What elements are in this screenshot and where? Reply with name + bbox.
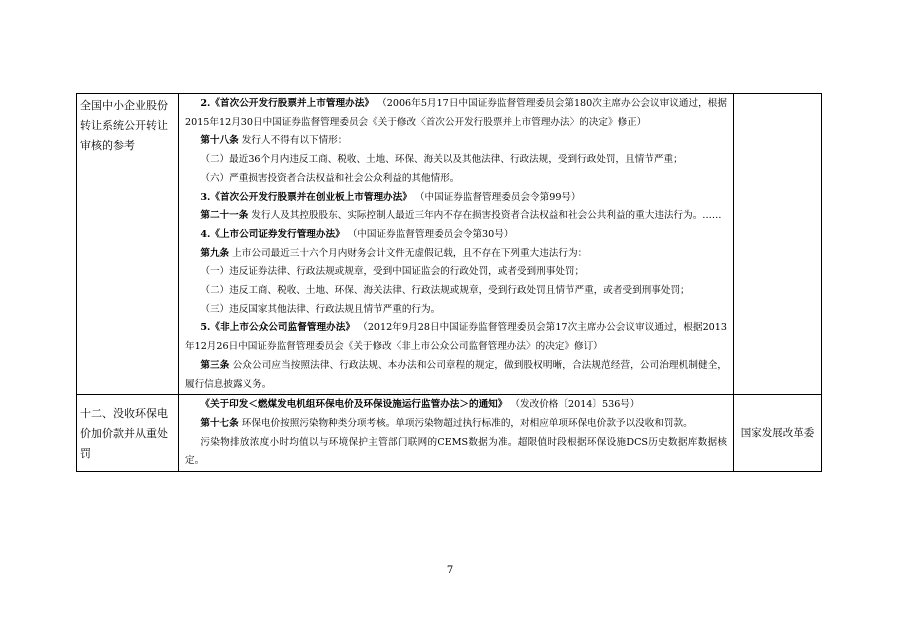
department-cell xyxy=(734,395,822,472)
paragraph-text: （六）严重损害投资者合法权益和社会公众利益的其他情形。 xyxy=(200,172,460,184)
paragraph xyxy=(185,245,727,264)
paragraph xyxy=(185,189,727,208)
paragraph-text: 环保电价按照污染物种类分项考核。单项污染物超过执行标准的，对相应单项环保电价款予以没收和罚款。 xyxy=(241,417,693,429)
paragraph-heading: 3.《首次公开发行股票并在创业板上市管理办法》 xyxy=(200,191,412,203)
department-text: 国家发展改革委 xyxy=(740,427,815,440)
paragraph xyxy=(185,282,727,301)
category-cell xyxy=(77,395,179,472)
paragraph xyxy=(185,434,727,471)
table-row-environmental-penalty xyxy=(77,395,822,472)
paragraph xyxy=(185,95,727,132)
basis-cell xyxy=(179,94,734,395)
paragraph-heading: 第十八条 xyxy=(200,135,239,147)
paragraph-text: （中国证券监督管理委员会令第99号） xyxy=(414,191,581,203)
paragraph xyxy=(185,207,727,226)
paragraph-heading: 5.《非上市公众公司监督管理办法》 xyxy=(200,322,356,334)
page-number: 7 xyxy=(446,565,454,576)
paragraph-heading: 第三条 xyxy=(200,359,230,371)
paragraph-heading: 《关于印发＜燃煤发电机组环保电价及环保设施运行监管办法＞的通知》 xyxy=(200,399,508,411)
paragraph xyxy=(185,319,727,356)
paragraph xyxy=(185,396,727,415)
document-table xyxy=(76,93,822,472)
basis-cell xyxy=(179,395,734,472)
paragraph-heading: 2.《首次公开发行股票并上市管理办法》 xyxy=(200,98,375,109)
paragraph-text: 发行人不得有以下情形： xyxy=(241,135,348,147)
paragraph xyxy=(185,151,727,170)
paragraph-text: （二）违反工商、税收、土地、环保、海关法律、行政法规或规章，受到行政处罚且情节严重，或者受到刑事处罚； xyxy=(200,285,690,297)
paragraph-text: （2012年9月28日中国证券监督管理委员会第17次主席办公会议审议通过，根据2013年12月26日中国证券监督管理委员会《关于修改〈非上市公众公司监督管理办法〉的决定》修订） xyxy=(185,322,727,353)
paragraph xyxy=(185,415,727,434)
paragraph-text: （发改价格〔2014〕536号） xyxy=(510,399,640,411)
paragraph-text: （一）违反证券法律、行政法规或规章，受到中国证监会的行政处罚，或者受到刑事处罚； xyxy=(200,266,585,278)
paragraph xyxy=(185,263,727,282)
paragraph xyxy=(185,301,727,320)
paragraph xyxy=(185,226,727,245)
paragraph-text: （二）最近36个月内违反工商、税收、土地、环保、海关以及其他法律、行政法规，受到行政处罚，且情节严重； xyxy=(200,154,683,166)
table-row-gazette-reference xyxy=(77,94,822,395)
paragraph-text: 上市公司最近三十六个月内财务会计文件无虚假记载，且不存在下列重大违法行为： xyxy=(232,247,588,259)
paragraph xyxy=(185,357,727,394)
paragraph-text: 公众公司应当按照法律、行政法规、本办法和公司章程的规定，做到股权明晰，合法规范经营，公司治理机制健全，履行信息披露义务。 xyxy=(185,359,727,390)
paragraph-text: （中国证券监督管理委员会令第30号） xyxy=(347,228,514,240)
paragraph-heading: 第九条 xyxy=(200,247,230,259)
paragraph-heading: 第二十一条 xyxy=(200,210,249,222)
category-text: 十二、没收环保电价加价款并从重处罚 xyxy=(80,407,168,461)
paragraph-text: （2006年5月17日中国证券监督管理委员会第180次主席办公会议审议通过，根据2015年12月30日中国证券监督管理委员会《关于修改〈首次公开发行股票并上市管理办法〉的决定》修正） xyxy=(185,98,727,128)
paragraph-text: 污染物排放浓度小时均值以与环境保护主管部门联网的CEMS数据为准。超限值时段根据环保设施DCS历史数据库数据核定。 xyxy=(185,436,727,467)
paragraph xyxy=(185,132,727,151)
category-text: 全国中小企业股份转让系统公开转让审核的参考 xyxy=(80,99,168,152)
paragraph xyxy=(185,170,727,189)
paragraph-heading: 4.《上市公司证券发行管理办法》 xyxy=(200,228,345,240)
category-cell xyxy=(77,94,179,395)
department-cell xyxy=(734,94,822,395)
paragraph-heading: 第十七条 xyxy=(200,417,239,429)
legal-basis-text xyxy=(179,395,733,471)
legal-basis-text xyxy=(179,94,733,394)
paragraph-text: （三）违反国家其他法律、行政法规且情节严重的行为。 xyxy=(200,303,441,315)
paragraph-text: 发行人及其控股股东、实际控制人最近三年内不存在损害投资者合法权益和社会公共利益的重大违法行为。…… xyxy=(251,210,722,222)
